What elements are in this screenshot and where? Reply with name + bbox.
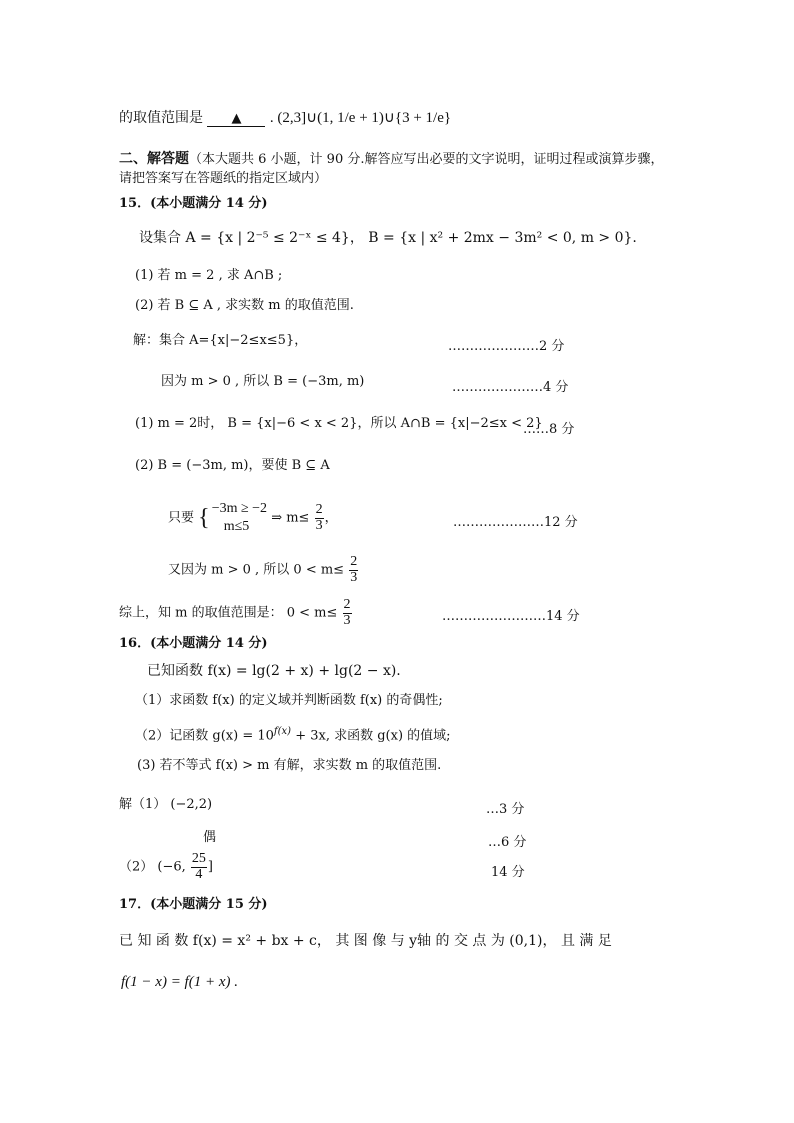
triangle-mark-icon: ▲ <box>231 111 242 126</box>
q15-score-2: …………………2 分 <box>448 339 565 354</box>
q16-score-3: …3 分 <box>486 802 525 817</box>
frac-num: 25 <box>191 851 206 866</box>
frac-den: 3 <box>343 612 351 628</box>
q16-p2-b: + 3x, 求函数 g(x) 的值域; <box>291 728 451 744</box>
q16-score-14: 14 分 <box>491 865 525 880</box>
range-question-line <box>119 111 451 127</box>
q15-part-2: (2) 若 B ⊆ A , 求实数 m 的取值范围. <box>135 298 354 313</box>
q16-solution-1: 解（1） (−2,2) <box>119 797 213 812</box>
q15-score-14: ……………………14 分 <box>442 609 580 624</box>
q15-stem: 设集合 A = {x | 2⁻⁵ ≤ 2⁻ˣ ≤ 4}， B = {x | x² + 2mx − 3m² < 0, m > 0}. <box>139 230 637 246</box>
section-title: 二、解答题 <box>119 151 189 167</box>
q16-heading: 16．(本小题满分 14 分) <box>119 636 268 651</box>
q16-solution-3 <box>119 852 213 882</box>
fraction-two-thirds-2 <box>349 555 358 585</box>
q16-score-6: …6 分 <box>488 835 527 850</box>
frac-den: 3 <box>315 517 323 533</box>
fraction-two-thirds <box>315 503 324 533</box>
range-answer: . (2,3]∪(1, 1/e + 1)∪{3 + 1/e} <box>269 110 452 126</box>
system-row-1: −3m ≥ −2 <box>211 501 268 516</box>
q16-solution-2: 偶 <box>203 830 217 845</box>
q17-stem-2: f(1 − x) = f(1 + x) . <box>121 974 238 990</box>
fraction-25-4 <box>191 852 207 882</box>
q16-part-2 <box>135 727 451 742</box>
q15-solution-6 <box>168 555 359 585</box>
implication: ⇒ m≤ <box>271 510 310 526</box>
answer-blank <box>207 112 265 127</box>
q16-part-3: (3) 若不等式 f(x) > m 有解，求实数 m 的取值范围. <box>137 758 442 773</box>
q15-score-4: …………………4 分 <box>452 380 569 395</box>
section-desc-2: 请把答案写在答题纸的指定区域内） <box>119 171 328 186</box>
q15-solution-1: 解：集合 A={x|−2≤x≤5}， <box>133 333 308 348</box>
section-heading <box>119 152 663 166</box>
q16-stem: 已知函数 f(x) = lg(2 + x) + lg(2 − x). <box>147 663 401 679</box>
frac-num: 2 <box>350 554 358 569</box>
frac-num: 2 <box>343 597 351 612</box>
q15-solution-3: (1) m = 2时， B = {x|−6 < x < 2}，所以 A∩B = {x|−2≤x < 2} <box>135 416 543 431</box>
q17-heading: 17．(本小题满分 15 分) <box>119 897 268 912</box>
q16-s3-close: ] <box>207 859 213 875</box>
inequality-system <box>198 500 267 536</box>
q16-p2-a: （2）记函数 g(x) = 10 <box>135 728 274 744</box>
q15-score-8: ……8 分 <box>523 422 575 437</box>
q16-p2-exponent: f(x) <box>273 726 292 737</box>
frac-den: 4 <box>195 866 203 882</box>
q15-conclusion <box>119 598 353 628</box>
left-brace-icon: { <box>198 504 210 531</box>
q15-solution-5: 只要 { −3m ≥ −2 m≤5 ⇒ m≤ $\frac{2}{3}$ ， <box>168 500 338 536</box>
q15-solution-4: (2) B = (−3m, m)，要使 B ⊆ A <box>135 458 330 473</box>
q16-s3-text: （2） (−6, <box>119 859 186 875</box>
range-prefix: 的取值范围是 <box>119 110 203 126</box>
q15-solution-2: 因为 m > 0 , 所以 B = (−3m, m) <box>161 374 365 389</box>
q16-part-1: （1）求函数 f(x) 的定义域并判断函数 f(x) 的奇偶性; <box>135 693 443 708</box>
system-row-2: m≤5 <box>223 519 250 535</box>
q15-score-12: …………………12 分 <box>453 515 578 530</box>
q15-s6-text: 又因为 m > 0 , 所以 0 < m≤ <box>168 562 345 578</box>
q17-stem: 已 知 函 数 f(x) = x² + bx + c， 其 图 像 与 y轴 的 交 点 为 (0,1)， 且 满 足 <box>119 933 612 949</box>
frac-den: 3 <box>350 569 358 585</box>
q15-only-need: 只要 <box>168 510 195 526</box>
q15-heading: 15．(本小题满分 14 分) <box>119 196 268 211</box>
section-desc-1: （本大题共 6 小题，计 90 分.解答应写出必要的文字说明，证明过程或演算步骤， <box>189 152 664 167</box>
fraction-two-thirds-3 <box>343 598 352 628</box>
frac-num: 2 <box>315 502 323 517</box>
q15-s7-text: 综上，知 m 的取值范围是： 0 < m≤ <box>119 605 338 621</box>
q15-part-1: (1) 若 m = 2 , 求 A∩B ; <box>135 268 283 283</box>
